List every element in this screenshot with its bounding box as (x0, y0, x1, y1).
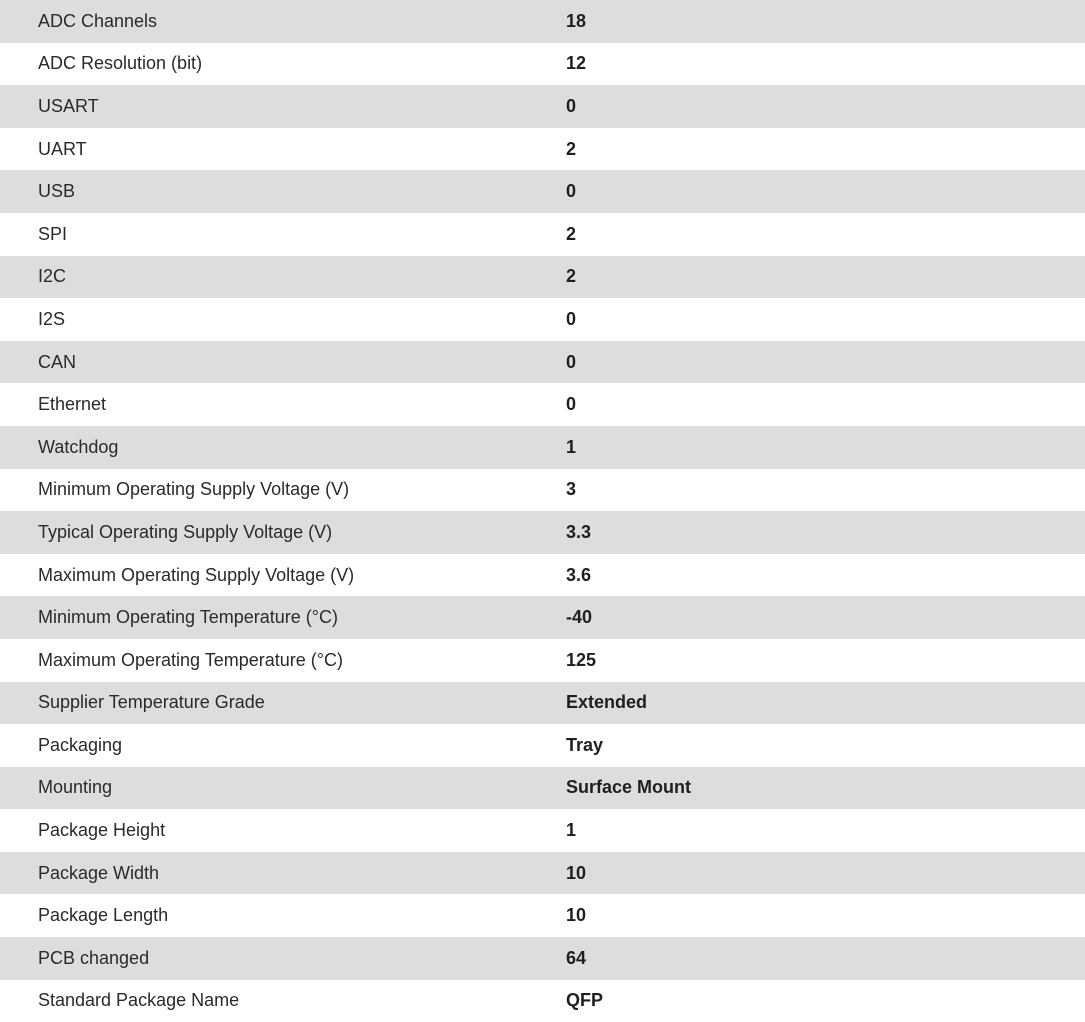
spec-label: Package Height (38, 820, 166, 841)
spec-row-i2s (0, 298, 1085, 341)
spec-row-min-temperature (0, 596, 1085, 639)
spec-row-packaging (0, 724, 1085, 767)
spec-row-ethernet (0, 383, 1085, 426)
spec-value: 64 (566, 947, 587, 968)
spec-value: 18 (566, 10, 587, 31)
spec-row-typ-supply-voltage (0, 511, 1085, 554)
spec-label: ADC Resolution (bit) (38, 53, 203, 74)
spec-value: 3.6 (566, 564, 592, 585)
spec-value: 0 (566, 308, 577, 329)
spec-row-temperature-grade (0, 682, 1085, 725)
spec-value: QFP (566, 990, 604, 1011)
spec-value: 2 (566, 266, 577, 287)
spec-label: Standard Package Name (38, 990, 240, 1011)
spec-value: -40 (566, 607, 593, 628)
spec-label: I2S (38, 308, 66, 329)
spec-label: Minimum Operating Supply Voltage (V) (38, 479, 350, 500)
spec-label: Maximum Operating Supply Voltage (V) (38, 564, 355, 585)
spec-row-package-height (0, 809, 1085, 852)
spec-label: Minimum Operating Temperature (°C) (38, 607, 338, 628)
spec-row-can (0, 341, 1085, 384)
spec-label: USB (38, 181, 76, 202)
spec-value: 3.3 (566, 521, 592, 542)
spec-label: Typical Operating Supply Voltage (V) (38, 521, 333, 542)
spec-row-usart (0, 85, 1085, 128)
spec-value: 125 (566, 649, 597, 670)
spec-row-mounting (0, 767, 1085, 810)
spec-value: 10 (566, 905, 587, 926)
spec-value: 0 (566, 351, 577, 372)
spec-label: PCB changed (38, 947, 150, 968)
spec-value: 2 (566, 223, 577, 244)
spec-label: USART (38, 95, 99, 116)
spec-row-max-temperature (0, 639, 1085, 682)
spec-value: Tray (566, 734, 604, 755)
spec-value: 2 (566, 138, 577, 159)
spec-row-package-width (0, 852, 1085, 895)
spec-value: 0 (566, 394, 577, 415)
spec-row-adc-channels (0, 0, 1085, 43)
spec-row-usb (0, 170, 1085, 213)
spec-label: SPI (38, 223, 68, 244)
spec-value: 0 (566, 181, 577, 202)
spec-row-min-supply-voltage (0, 469, 1085, 512)
spec-value: Surface Mount (566, 777, 692, 798)
spec-row-spi (0, 213, 1085, 256)
spec-label: Package Length (38, 905, 169, 926)
spec-row-standard-package-name (0, 980, 1085, 1022)
spec-row-i2c (0, 256, 1085, 299)
spec-label: Watchdog (38, 436, 119, 457)
spec-value: Extended (566, 692, 648, 713)
spec-label: UART (38, 138, 87, 159)
spec-row-watchdog (0, 426, 1085, 469)
spec-label: Packaging (38, 734, 123, 755)
spec-value: 0 (566, 95, 577, 116)
spec-row-uart (0, 128, 1085, 171)
spec-label: Maximum Operating Temperature (°C) (38, 649, 343, 670)
spec-label: CAN (38, 351, 77, 372)
spec-value: 3 (566, 479, 577, 500)
spec-value: 1 (566, 436, 577, 457)
spec-value: 12 (566, 53, 587, 74)
spec-row-max-supply-voltage (0, 554, 1085, 597)
spec-label: Mounting (38, 777, 113, 798)
spec-label: Ethernet (38, 394, 107, 415)
spec-value: 10 (566, 862, 587, 883)
spec-label: I2C (38, 266, 67, 287)
spec-label: ADC Channels (38, 10, 158, 31)
spec-label: Package Width (38, 862, 160, 883)
spec-row-package-length (0, 894, 1085, 937)
spec-row-pcb-changed (0, 937, 1085, 980)
spec-value: 1 (566, 820, 577, 841)
spec-label: Supplier Temperature Grade (38, 692, 265, 713)
spec-row-adc-resolution (0, 43, 1085, 86)
